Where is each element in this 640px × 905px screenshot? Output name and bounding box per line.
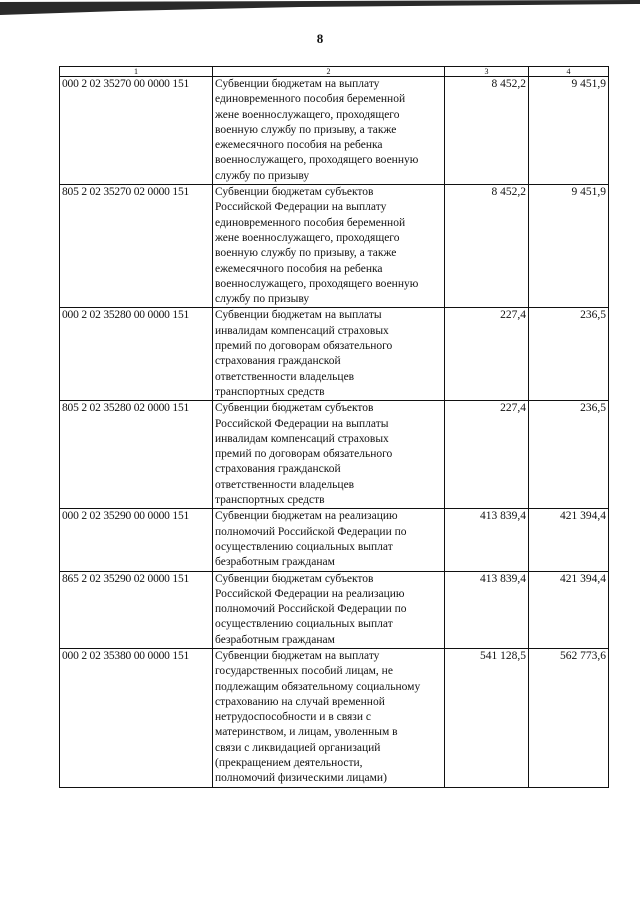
income-description [213, 571, 445, 648]
description-line: страхования гражданской [215, 463, 341, 476]
description-line: страхованию на случай временной [215, 695, 385, 708]
description-line: ежемесячного пособия на ребенка [215, 262, 383, 275]
description-line: подлежащим обязательному социальному [215, 680, 421, 693]
description-line: Российской Федерации на выплату [215, 201, 387, 214]
classification-code: 865 2 02 35290 02 0000 151 [60, 571, 213, 648]
description-line: нетрудоспособности и в связи с [215, 711, 371, 724]
description-line: военную службу по призыву, а также [215, 247, 397, 260]
header-col-4: 4 [529, 67, 609, 77]
description-line: Субвенции бюджетам субъектов [215, 572, 374, 585]
description-line: Российской Федерации на реализацию [215, 587, 405, 600]
description-line: Субвенции бюджетам на выплату [215, 78, 380, 90]
amount-col-4: 421 394,4 [529, 509, 609, 571]
header-col-2: 2 [213, 67, 445, 77]
amount-col-3: 227,4 [445, 308, 529, 401]
header-col-3: 3 [445, 67, 529, 77]
description-line: единовременного пособия беременной [215, 216, 406, 229]
description-line: службу по призыву [215, 293, 310, 306]
description-line: инвалидам компенсаций страховых [215, 324, 389, 337]
table-row [60, 185, 609, 308]
table-header-row [60, 67, 609, 77]
description-line: страхования гражданской [215, 355, 341, 368]
income-description [213, 185, 445, 308]
description-line: военную службу по призыву, а также [215, 123, 397, 136]
description-line: безработным гражданам [215, 556, 335, 569]
amount-col-3: 413 839,4 [445, 509, 529, 571]
description-line: полномочий Российской Федерации по [215, 603, 407, 616]
description-line: ответственности владельцев [215, 370, 355, 383]
scan-edge-shadow [0, 0, 640, 22]
table-row [60, 77, 609, 185]
description-line: (прекращением деятельности, [215, 757, 363, 770]
description-line: премий по договорам обязательного [215, 340, 393, 353]
description-line: безработным гражданам [215, 633, 335, 646]
amount-col-4: 9 451,9 [529, 185, 609, 308]
description-line: жене военнослужащего, проходящего [215, 231, 400, 244]
amount-col-3: 413 839,4 [445, 571, 529, 648]
table-row [60, 648, 609, 787]
classification-code: 805 2 02 35280 02 0000 151 [60, 401, 213, 509]
amount-col-4: 236,5 [529, 308, 609, 401]
description-line: Субвенции бюджетам на реализацию [215, 510, 398, 523]
classification-code: 805 2 02 35270 02 0000 151 [60, 185, 213, 308]
description-line: осуществлению социальных выплат [215, 618, 393, 631]
income-description [213, 308, 445, 401]
description-line: связи с ликвидацией организаций [215, 741, 381, 754]
description-line: Субвенции бюджетам на выплаты [215, 309, 382, 322]
income-description [213, 509, 445, 571]
description-line: Субвенции бюджетам субъектов [215, 402, 374, 415]
classification-code: 000 2 02 35280 00 0000 151 [60, 308, 213, 401]
classification-code: 000 2 02 35270 00 0000 151 [60, 77, 213, 185]
description-line: военнослужащего, проходящего военную [215, 154, 419, 167]
description-line: службу по призыву [215, 169, 310, 182]
header-col-1: 1 [60, 67, 213, 77]
page-number: 8 [316, 31, 324, 46]
amount-col-3: 8 452,2 [445, 77, 529, 185]
amount-col-3: 541 128,5 [445, 648, 529, 787]
description-line: полномочий Российской Федерации по [215, 525, 407, 538]
description-line: транспортных средств [215, 385, 325, 398]
description-line: единовременного пособия беременной [215, 93, 406, 106]
description-line: осуществлению социальных выплат [215, 540, 393, 553]
description-line: Субвенции бюджетам на выплату [215, 649, 380, 662]
classification-code: 000 2 02 35380 00 0000 151 [60, 648, 213, 787]
description-line: полномочий физическими лицами) [215, 772, 387, 785]
amount-col-4: 421 394,4 [529, 571, 609, 648]
description-line: государственных пособий лицам, не [215, 665, 393, 678]
amount-col-4: 562 773,6 [529, 648, 609, 787]
income-description [213, 648, 445, 787]
description-line: Субвенции бюджетам субъектов [215, 186, 374, 199]
classification-code: 000 2 02 35290 00 0000 151 [60, 509, 213, 571]
amount-col-4: 9 451,9 [529, 77, 609, 185]
table-row [60, 509, 609, 571]
description-line: ответственности владельцев [215, 478, 355, 491]
description-line: инвалидам компенсаций страховых [215, 432, 389, 445]
description-line: жене военнослужащего, проходящего [215, 108, 400, 121]
income-description [213, 77, 445, 185]
income-description [213, 401, 445, 509]
table-body [60, 77, 609, 788]
amount-col-4: 236,5 [529, 401, 609, 509]
table-row [60, 401, 609, 509]
description-line: премий по договорам обязательного [215, 448, 393, 461]
description-line: материнством, и лицам, уволенным в [215, 726, 398, 739]
budget-table [59, 66, 609, 788]
description-line: Российской Федерации на выплаты [215, 417, 389, 430]
amount-col-3: 227,4 [445, 401, 529, 509]
description-line: ежемесячного пособия на ребенка [215, 139, 383, 152]
description-line: транспортных средств [215, 494, 325, 507]
table-row [60, 308, 609, 401]
description-line: военнослужащего, проходящего военную [215, 277, 419, 290]
amount-col-3: 8 452,2 [445, 185, 529, 308]
table-row [60, 571, 609, 648]
